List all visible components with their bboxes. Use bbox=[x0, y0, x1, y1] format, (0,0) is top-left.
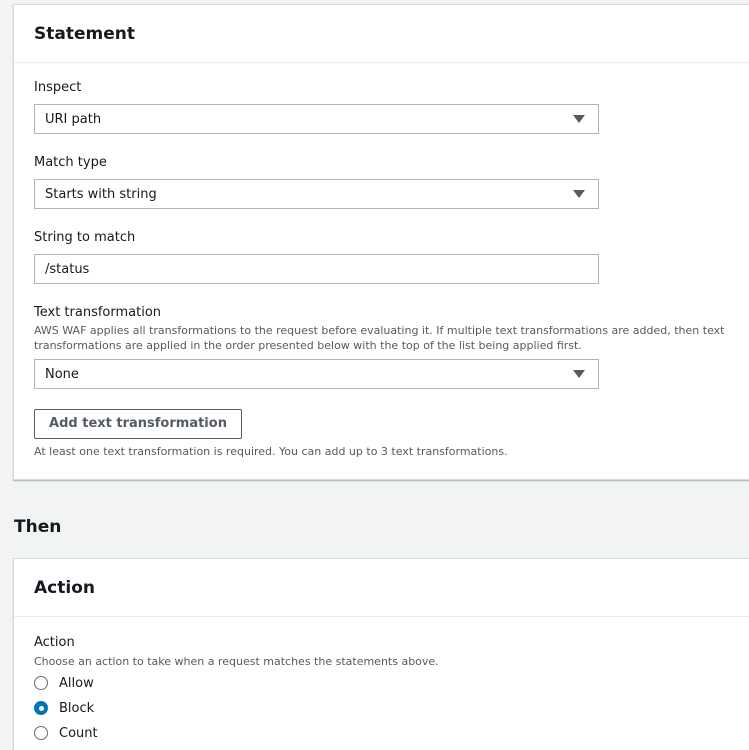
match-type-label: Match type bbox=[34, 155, 107, 170]
action-panel bbox=[13, 558, 749, 750]
action-panel-header bbox=[14, 559, 749, 617]
text-transformation-hint: At least one text transformation is required. You can add up to 3 text transformations. bbox=[34, 445, 508, 458]
text-transformation-select-value: None bbox=[45, 366, 79, 382]
text-transformation-description: AWS WAF applies all transformations to the request before evaluating it. If multiple text transformations are added, then text transformations are applied in the order presented below with the top of the list being applied first. bbox=[34, 324, 725, 352]
caret-down-icon bbox=[573, 370, 585, 378]
action-description: Choose an action to take when a request matches the statements above. bbox=[34, 655, 439, 668]
radio-count[interactable] bbox=[34, 726, 48, 740]
action-label: Action bbox=[34, 635, 75, 650]
action-title: Action bbox=[34, 577, 95, 598]
radio-allow[interactable] bbox=[34, 676, 48, 690]
string-to-match-input[interactable] bbox=[34, 254, 599, 284]
match-type-select-value: Starts with string bbox=[45, 186, 157, 202]
radio-label-block: Block bbox=[59, 700, 95, 716]
string-to-match-label: String to match bbox=[34, 230, 136, 245]
radio-option-allow[interactable] bbox=[34, 674, 94, 692]
statement-title: Statement bbox=[34, 23, 135, 44]
caret-down-icon bbox=[573, 115, 585, 123]
statement-panel-header bbox=[14, 5, 749, 63]
add-text-transformation-button[interactable]: Add text transformation bbox=[34, 409, 242, 439]
text-transformation-select[interactable] bbox=[34, 359, 599, 389]
inspect-select-value: URI path bbox=[45, 111, 102, 127]
radio-option-count[interactable] bbox=[34, 724, 98, 742]
then-heading: Then bbox=[14, 517, 62, 537]
text-transformation-label: Text transformation bbox=[34, 305, 162, 320]
inspect-select[interactable] bbox=[34, 104, 599, 134]
caret-down-icon bbox=[573, 190, 585, 198]
radio-label-allow: Allow bbox=[59, 675, 94, 691]
match-type-select[interactable] bbox=[34, 179, 599, 209]
radio-block[interactable] bbox=[34, 701, 48, 715]
radio-label-count: Count bbox=[59, 725, 98, 741]
inspect-label: Inspect bbox=[34, 80, 82, 95]
statement-panel bbox=[13, 4, 749, 480]
radio-option-block[interactable] bbox=[34, 699, 94, 717]
